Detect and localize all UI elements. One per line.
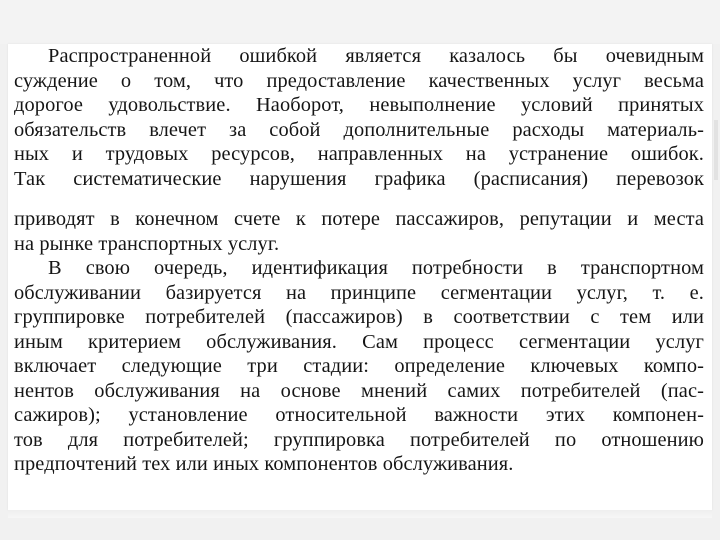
text-line: дорогое удовольствие. Наоборот, невыполнение условий принятых xyxy=(14,94,704,116)
text-line: ных и трудовых ресурсов, направленных на устранение ошибок. xyxy=(14,143,704,165)
document-text xyxy=(14,44,704,477)
scan-edge-mark xyxy=(714,120,718,180)
page-bottom-edge xyxy=(8,510,712,518)
text-line: нентов обслуживания на основе мнений самих потребителей (пас- xyxy=(14,379,704,402)
paragraph-1 xyxy=(14,44,704,191)
text-line: группировке потребителей (пассажиров) в соответствии с тем или xyxy=(14,306,704,328)
text-line: тов для потребителей; группировка потребителей по отношению xyxy=(14,428,704,451)
text-line: суждение о том, что предоставление качественных услуг весьма xyxy=(14,69,704,92)
paragraph-2 xyxy=(14,256,704,477)
text-line: Распространенной ошибкой является казалось бы очевидным xyxy=(48,45,704,67)
text-line: сажиров); установление относительной важности этих компонен- xyxy=(14,404,704,426)
scan-gap xyxy=(14,191,704,207)
text-line: предпочтений тех или иных компонентов обслуживания. xyxy=(14,453,514,475)
paragraph-1-continued xyxy=(14,207,704,256)
text-line: иным критерием обслуживания. Сам процесс сегментации услуг xyxy=(14,330,704,353)
text-line: обязательств влечет за собой дополнительные расходы материаль- xyxy=(14,118,704,141)
text-line: Так систематические нарушения графика (расписания) перевозок xyxy=(14,167,704,190)
text-line: приводят в конечном счете к потере пассажиров, репутации и места xyxy=(14,208,704,230)
text-line: включает следующие три стадии: определение ключевых компо- xyxy=(14,355,704,377)
text-line: на рынке транспортных услуг. xyxy=(14,232,280,255)
text-line: обслуживании базируется на принципе сегментации услуг, т. е. xyxy=(14,281,704,304)
text-line: В свою очередь, идентификация потребности в транспортном xyxy=(48,257,704,279)
slide-top-band xyxy=(0,0,720,44)
